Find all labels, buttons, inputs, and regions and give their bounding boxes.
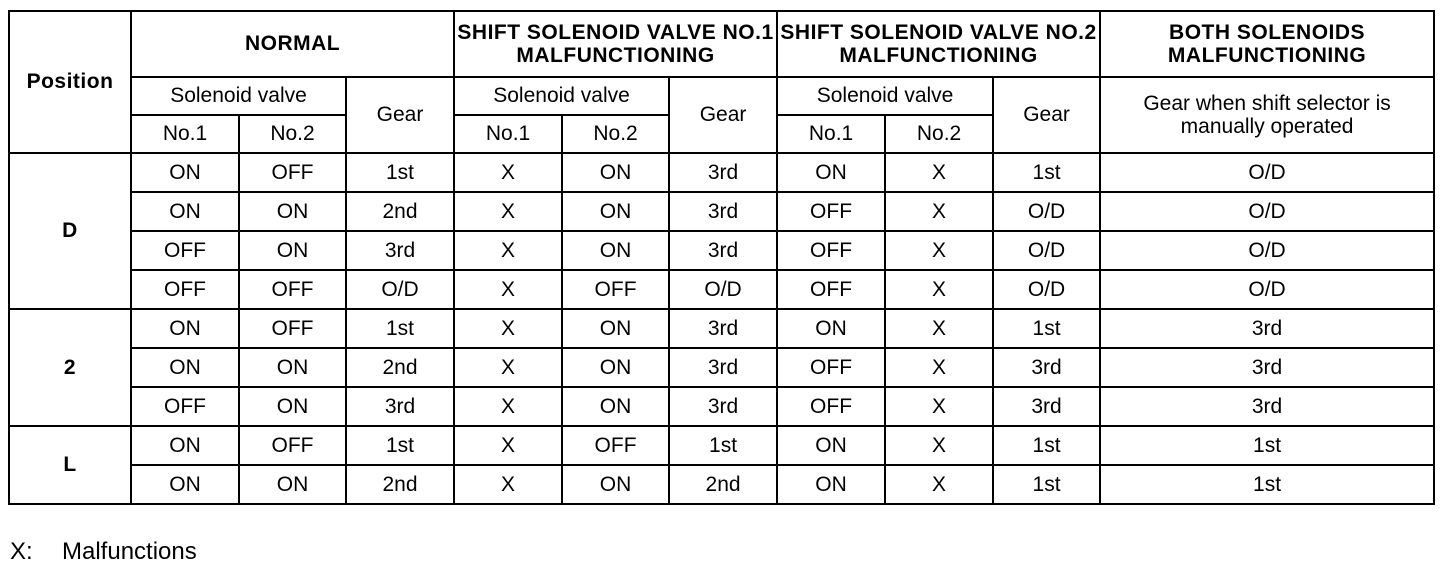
footnote-text: Malfunctions [62, 538, 197, 565]
ssv2-gear-header: Gear [993, 77, 1100, 153]
ssv2-no1-cell: OFF [777, 192, 885, 231]
normal-no1-cell: OFF [131, 270, 239, 309]
ssv1-no1-cell: X [454, 426, 562, 465]
ssv1-gear-cell: 3rd [669, 231, 777, 270]
ssv2-no1-cell: ON [777, 309, 885, 348]
header-normal: NORMAL [131, 11, 454, 77]
ssv1-gear-cell: O/D [669, 270, 777, 309]
table-row [9, 348, 1434, 387]
ssv1-no1-header: No.1 [454, 115, 562, 153]
normal-gear-cell: 1st [346, 426, 454, 465]
both-gear-manual-header: Gear when shift selector is manually operated [1100, 77, 1434, 153]
ssv2-no2-cell: X [885, 387, 993, 426]
both-gear-cell: 3rd [1100, 348, 1434, 387]
table-row [9, 153, 1434, 192]
ssv1-gear-header: Gear [669, 77, 777, 153]
table-row [9, 309, 1434, 348]
ssv2-gear-cell: 1st [993, 426, 1100, 465]
normal-gear-cell: 2nd [346, 465, 454, 504]
both-gear-cell: O/D [1100, 192, 1434, 231]
normal-no1-cell: ON [131, 426, 239, 465]
ssv1-no2-cell: ON [562, 465, 669, 504]
normal-no2-cell: OFF [239, 426, 346, 465]
normal-solenoid-valve-header: Solenoid valve [131, 77, 346, 115]
ssv1-no1-cell: X [454, 231, 562, 270]
normal-no1-cell: ON [131, 192, 239, 231]
normal-gear-cell: 2nd [346, 192, 454, 231]
ssv1-gear-cell: 3rd [669, 153, 777, 192]
ssv2-solenoid-valve-header: Solenoid valve [777, 77, 993, 115]
normal-no1-cell: ON [131, 309, 239, 348]
position-cell: 2 [9, 309, 131, 426]
table-row [9, 192, 1434, 231]
ssv1-no1-cell: X [454, 270, 562, 309]
normal-no2-cell: OFF [239, 153, 346, 192]
ssv1-solenoid-valve-header: Solenoid valve [454, 77, 669, 115]
ssv2-no2-header: No.2 [885, 115, 993, 153]
normal-gear-cell: 2nd [346, 348, 454, 387]
ssv2-no2-cell: X [885, 426, 993, 465]
normal-gear-cell: 3rd [346, 387, 454, 426]
ssv2-gear-cell: O/D [993, 270, 1100, 309]
header-ssv1-malfunction: SHIFT SOLENOID VALVE NO.1 MALFUNCTIONING [454, 11, 777, 77]
table-row [9, 465, 1434, 504]
table-row [9, 231, 1434, 270]
footnote-symbol: X: [10, 538, 33, 565]
ssv2-no2-cell: X [885, 192, 993, 231]
both-gear-cell: 3rd [1100, 309, 1434, 348]
ssv1-no2-cell: ON [562, 153, 669, 192]
ssv1-no1-cell: X [454, 348, 562, 387]
normal-no2-cell: OFF [239, 309, 346, 348]
ssv2-gear-cell: 3rd [993, 348, 1100, 387]
both-gear-cell: O/D [1100, 153, 1434, 192]
position-cell: D [9, 153, 131, 309]
both-gear-cell: 1st [1100, 426, 1434, 465]
ssv1-gear-cell: 3rd [669, 192, 777, 231]
ssv1-gear-cell: 1st [669, 426, 777, 465]
ssv2-no2-cell: X [885, 270, 993, 309]
normal-no2-cell: ON [239, 231, 346, 270]
ssv1-no1-cell: X [454, 465, 562, 504]
ssv1-gear-cell: 2nd [669, 465, 777, 504]
ssv1-gear-cell: 3rd [669, 387, 777, 426]
footnote [10, 540, 197, 564]
ssv2-no2-cell: X [885, 309, 993, 348]
ssv1-no2-cell: OFF [562, 270, 669, 309]
both-gear-cell: O/D [1100, 231, 1434, 270]
ssv1-gear-cell: 3rd [669, 348, 777, 387]
ssv2-gear-cell: 3rd [993, 387, 1100, 426]
normal-gear-cell: 3rd [346, 231, 454, 270]
normal-no1-cell: OFF [131, 387, 239, 426]
ssv1-no2-cell: ON [562, 231, 669, 270]
ssv2-gear-cell: 1st [993, 309, 1100, 348]
ssv2-no2-cell: X [885, 465, 993, 504]
normal-no2-cell: ON [239, 192, 346, 231]
normal-gear-header: Gear [346, 77, 454, 153]
normal-no2-cell: ON [239, 348, 346, 387]
normal-no1-cell: OFF [131, 231, 239, 270]
ssv2-no1-cell: OFF [777, 387, 885, 426]
normal-no1-cell: ON [131, 465, 239, 504]
normal-no2-cell: ON [239, 387, 346, 426]
ssv1-no2-cell: ON [562, 309, 669, 348]
ssv2-no1-cell: ON [777, 465, 885, 504]
header-position: Position [9, 11, 131, 153]
both-gear-cell: 1st [1100, 465, 1434, 504]
ssv2-gear-cell: 1st [993, 153, 1100, 192]
normal-no1-cell: ON [131, 153, 239, 192]
normal-no2-header: No.2 [239, 115, 346, 153]
ssv1-no2-cell: ON [562, 387, 669, 426]
ssv1-no2-cell: ON [562, 192, 669, 231]
ssv1-no1-cell: X [454, 309, 562, 348]
ssv1-gear-cell: 3rd [669, 309, 777, 348]
normal-gear-cell: 1st [346, 309, 454, 348]
normal-gear-cell: O/D [346, 270, 454, 309]
ssv2-no2-cell: X [885, 348, 993, 387]
both-gear-cell: O/D [1100, 270, 1434, 309]
ssv1-no1-cell: X [454, 192, 562, 231]
header-ssv2-malfunction: SHIFT SOLENOID VALVE NO.2 MALFUNCTIONING [777, 11, 1100, 77]
ssv2-no2-cell: X [885, 231, 993, 270]
normal-no2-cell: ON [239, 465, 346, 504]
ssv2-no1-cell: OFF [777, 270, 885, 309]
ssv2-gear-cell: O/D [993, 192, 1100, 231]
normal-no1-header: No.1 [131, 115, 239, 153]
ssv2-no1-cell: OFF [777, 348, 885, 387]
normal-gear-cell: 1st [346, 153, 454, 192]
ssv1-no2-cell: OFF [562, 426, 669, 465]
ssv2-no1-cell: OFF [777, 231, 885, 270]
table-row [9, 387, 1434, 426]
normal-no1-cell: ON [131, 348, 239, 387]
ssv2-no1-cell: ON [777, 426, 885, 465]
ssv1-no2-cell: ON [562, 348, 669, 387]
ssv2-no2-cell: X [885, 153, 993, 192]
position-cell: L [9, 426, 131, 504]
normal-no2-cell: OFF [239, 270, 346, 309]
ssv2-gear-cell: O/D [993, 231, 1100, 270]
ssv1-no1-cell: X [454, 153, 562, 192]
table-row [9, 426, 1434, 465]
solenoid-operation-table [8, 10, 1435, 505]
both-gear-cell: 3rd [1100, 387, 1434, 426]
ssv2-gear-cell: 1st [993, 465, 1100, 504]
ssv1-no1-cell: X [454, 387, 562, 426]
header-both-malfunction: BOTH SOLENOIDS MALFUNCTIONING [1100, 11, 1434, 77]
ssv2-no1-header: No.1 [777, 115, 885, 153]
ssv2-no1-cell: ON [777, 153, 885, 192]
table-row [9, 270, 1434, 309]
ssv1-no2-header: No.2 [562, 115, 669, 153]
